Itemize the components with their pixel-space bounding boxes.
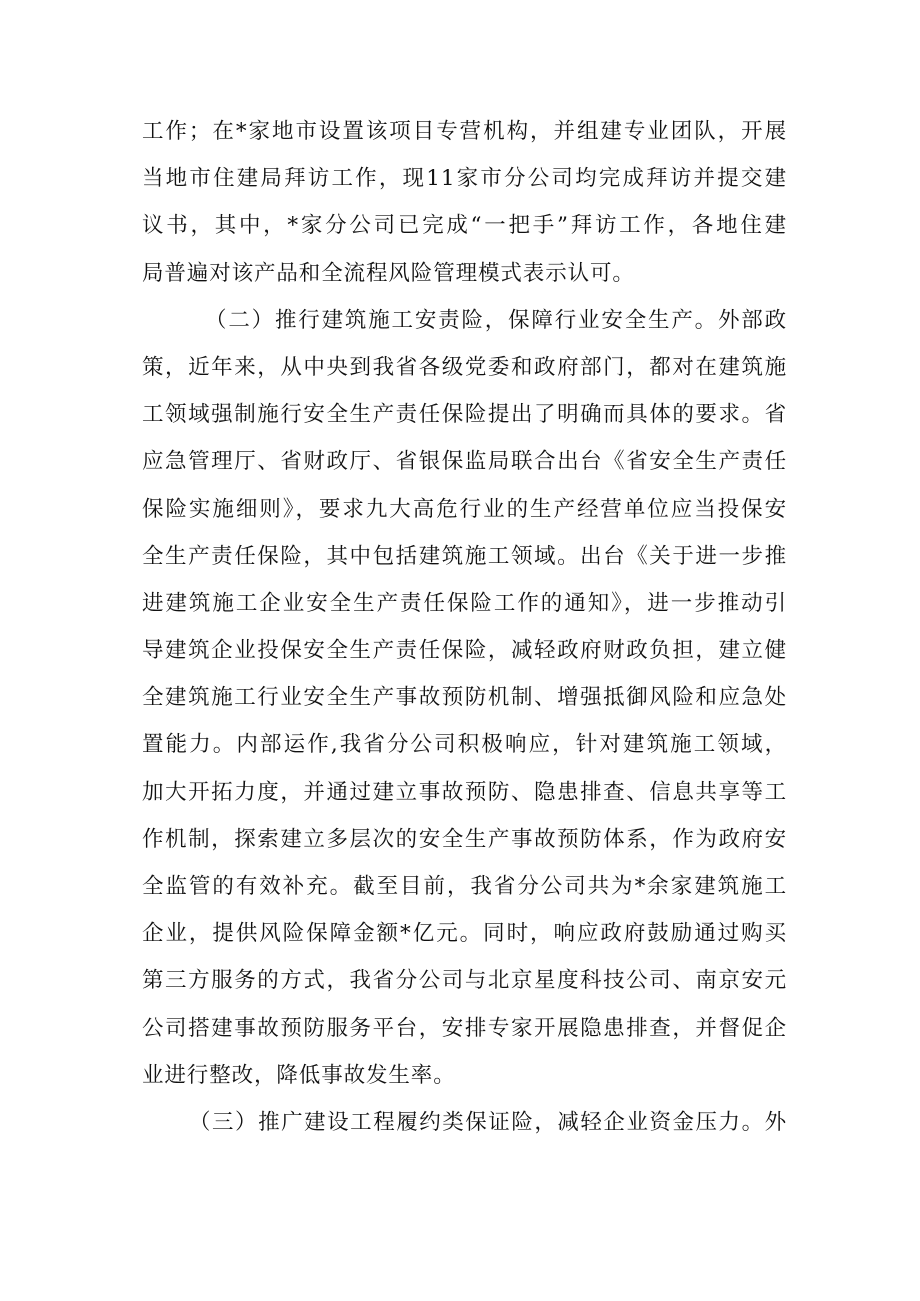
text-line: 企业，提供风险保障金额*亿元。同时，响应政府鼓励通过购买 bbox=[142, 921, 787, 947]
text-line: 第三方服务的方式，我省分公司与北京星度科技公司、南京安元 bbox=[142, 968, 787, 994]
text-line: 全建筑施工行业安全生产事故预防机制、增强抵御风险和应急处 bbox=[142, 685, 787, 711]
text-line: 策，近年来，从中央到我省各级党委和政府部门，都对在建筑施 bbox=[142, 354, 787, 380]
text-line: 公司搭建事故预防服务平台，安排专家开展隐患排查，并督促企 bbox=[142, 1015, 787, 1041]
paragraph-2 bbox=[142, 297, 787, 1099]
paragraph-3 bbox=[142, 1099, 787, 1146]
text-line: 导建筑企业投保安全生产责任保险，减轻政府财政负担，建立健 bbox=[142, 638, 787, 664]
text-line: 作机制，探索建立多层次的安全生产事故预防体系，作为政府安 bbox=[142, 826, 787, 852]
section-heading-line: （二）推行建筑施工安责险，保障行业安全生产。外部政 bbox=[205, 307, 787, 333]
document-body bbox=[142, 108, 787, 1146]
text-line: 工作；在*家地市设置该项目专营机构，并组建专业团队，开展 bbox=[142, 119, 787, 144]
paragraph-1 bbox=[142, 108, 787, 297]
section-heading-line: （三）推广建设工程履约类保证险，减轻企业资金压力。外 bbox=[189, 1109, 787, 1135]
text-line: 加大开拓力度，并通过建立事故预防、隐患排查、信息共享等工 bbox=[142, 779, 787, 805]
text-line: 局普遍对该产品和全流程风险管理模式表示认可。 bbox=[142, 260, 635, 286]
text-line: 置能力。内部运作,我省分公司积极响应，针对建筑施工领域， bbox=[142, 732, 787, 758]
text-line: 保险实施细则》，要求九大高危行业的生产经营单位应当投保安 bbox=[142, 496, 787, 522]
text-line: 全监管的有效补充。截至目前，我省分公司共为*余家建筑施工 bbox=[142, 874, 787, 899]
text-line: 全生产责任保险，其中包括建筑施工领域。出台《关于进一步推 bbox=[142, 543, 787, 569]
text-line: 进建筑施工企业安全生产责任保险工作的通知》，进一步推动引 bbox=[142, 590, 787, 616]
text-line: 当地市住建局拜访工作，现11家市分公司均完成拜访并提交建 bbox=[142, 166, 787, 192]
text-line: 工领域强制施行安全生产责任保险提出了明确而具体的要求。省 bbox=[142, 402, 787, 428]
text-line: 应急管理厅、省财政厅、省银保监局联合出台《省安全生产责任 bbox=[142, 449, 787, 475]
text-line: 议书，其中，*家分公司已完成“一把手”拜访工作，各地住建 bbox=[142, 213, 787, 239]
text-line: 业进行整改，降低事故发生率。 bbox=[142, 1062, 456, 1088]
